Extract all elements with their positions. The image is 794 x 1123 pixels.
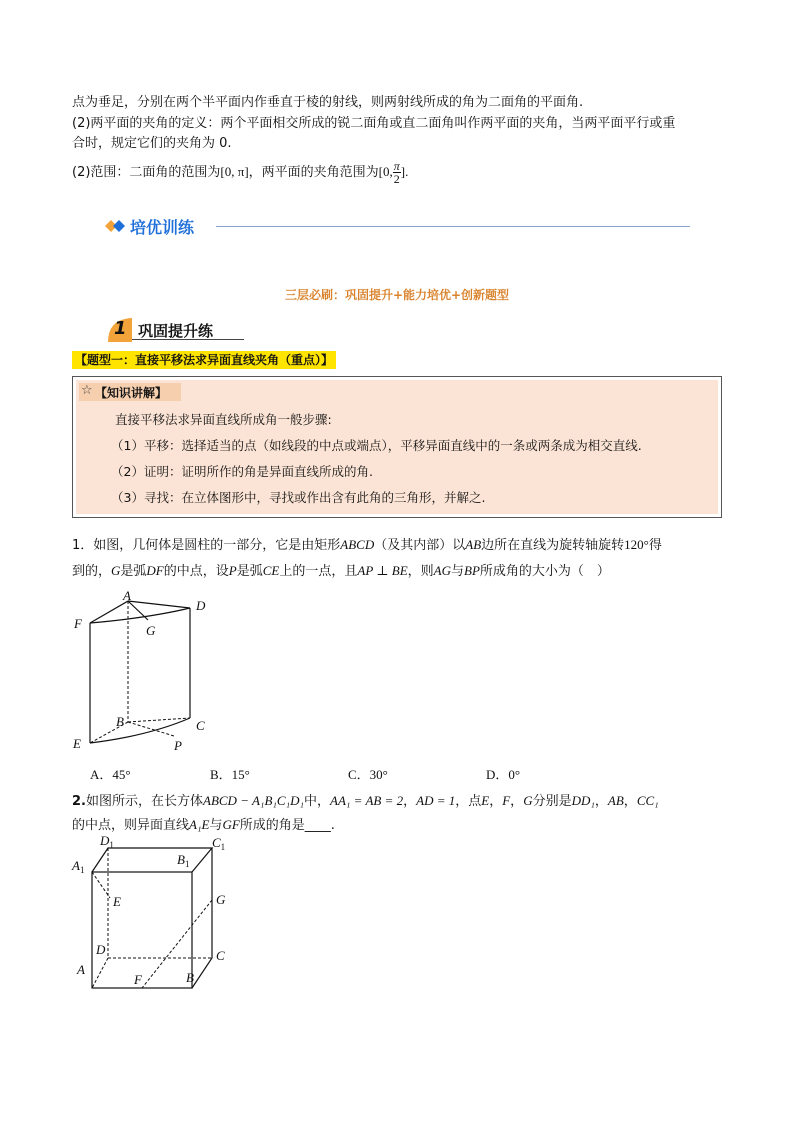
label-A: A bbox=[123, 588, 131, 603]
label-B1 bbox=[177, 852, 189, 869]
q1-text: 是弧 bbox=[120, 564, 147, 579]
q2-var: G bbox=[523, 793, 533, 808]
frac-numerator: π bbox=[393, 159, 400, 173]
knowledge-step-2: （2）证明：证明所作的角是异面直线所成的角. bbox=[111, 464, 373, 479]
pi-over-2 bbox=[393, 160, 401, 185]
q1-text: 到的， bbox=[72, 564, 112, 579]
label-G: G bbox=[216, 892, 226, 907]
q1-option-b[interactable]: B．15° bbox=[210, 767, 250, 782]
q2-text: . bbox=[330, 818, 335, 833]
q2-cond: AD = 1 bbox=[416, 793, 456, 808]
label-C1-sub: 1 bbox=[220, 842, 226, 852]
q1-text: 的中点，设 bbox=[163, 564, 229, 579]
label-B1-sub: 1 bbox=[184, 859, 190, 869]
level-badge bbox=[104, 317, 244, 341]
label-C1-letter: C bbox=[212, 835, 221, 850]
label-D1-sub: 1 bbox=[109, 840, 114, 850]
label-D: D bbox=[96, 942, 106, 957]
q2-var: DD₁ bbox=[571, 793, 595, 808]
label-B: B bbox=[186, 970, 194, 985]
intro-line-2: (2)两平面的夹角的定义：两个平面相交所成的锐二面角或直二面角叫作两平面的夹角，当两平面平行或重 bbox=[72, 116, 676, 131]
label-A1 bbox=[71, 858, 84, 875]
q1-var: P bbox=[228, 563, 237, 578]
knowledge-intro: 直接平移法求异面直线所成角一般步骤: bbox=[115, 412, 332, 427]
q1-var: G bbox=[111, 563, 121, 578]
q1-line-2 bbox=[72, 562, 610, 581]
label-C: C bbox=[196, 718, 205, 733]
q2-cond: AA₁ = AB = 2 bbox=[330, 793, 404, 808]
q1-text: （及其内部）以 bbox=[374, 538, 466, 553]
knowledge-title: 【知识讲解】 bbox=[95, 386, 168, 400]
badge-number: 1 bbox=[114, 318, 127, 339]
q1-text: 得 bbox=[648, 538, 662, 553]
q2-text: ，点 bbox=[455, 794, 482, 809]
q1-text: ，则 bbox=[407, 564, 434, 579]
q1-text: 与 bbox=[451, 564, 465, 579]
answer-blank[interactable]: ____ bbox=[304, 818, 331, 833]
q1-text: 1．如图，几何体是圆柱的一部分，它是由矩形 bbox=[72, 538, 341, 553]
range-mid: ，两平面的夹角范围为 bbox=[248, 165, 379, 180]
q2-text: 所成的角是 bbox=[239, 818, 305, 833]
dihedral-range: [0, π] bbox=[220, 164, 249, 179]
q2-cuboid-figure bbox=[66, 834, 246, 990]
q2-text: 与 bbox=[209, 818, 223, 833]
q2-var: CC₁ bbox=[636, 793, 659, 808]
q1-var: CE bbox=[262, 563, 280, 578]
q2-text: 如图所示，在长方体 bbox=[85, 794, 203, 809]
label-D: D bbox=[196, 598, 206, 613]
label-B1-letter: B bbox=[177, 852, 185, 867]
plane-angle-range-close: ]. bbox=[400, 164, 409, 179]
label-C: C bbox=[216, 948, 225, 963]
q1-cylinder-figure bbox=[68, 586, 228, 758]
label-E: E bbox=[73, 736, 81, 751]
knowledge-box bbox=[72, 376, 722, 518]
q1-option-d[interactable]: D．0° bbox=[486, 767, 521, 782]
label-D1-letter: D bbox=[100, 834, 110, 848]
intro-line-1: 点为垂足，分别在两个半平面内作垂直于棱的射线，则两射线所成的角为二面角的平面角. bbox=[72, 95, 584, 110]
q2-var: GF bbox=[222, 817, 240, 832]
label-E: E bbox=[113, 894, 121, 909]
q1-option-a[interactable]: A．45° bbox=[90, 767, 131, 782]
knowledge-step-3: （3）寻找：在立体图形中，寻找或作出含有此角的三角形，并解之. bbox=[111, 490, 486, 505]
label-A: A bbox=[77, 962, 85, 977]
badge-label: 巩固提升练 bbox=[138, 322, 214, 340]
q1-axis: AB bbox=[465, 537, 482, 552]
label-A1-sub: 1 bbox=[79, 865, 85, 875]
q2-text: ， bbox=[623, 794, 637, 809]
q1-line-1 bbox=[72, 536, 662, 555]
q2-var: AB bbox=[607, 793, 624, 808]
q2-line-1 bbox=[72, 792, 659, 811]
q2-text: 的中点，则异面直线 bbox=[72, 818, 190, 833]
q2-text: 分别是 bbox=[532, 794, 572, 809]
q2-number: 2. bbox=[72, 794, 86, 809]
intro-line-4 bbox=[72, 160, 408, 185]
label-G: G bbox=[146, 623, 156, 638]
q2-text: 中， bbox=[304, 794, 331, 809]
q1-var: DF bbox=[146, 563, 164, 578]
section-divider bbox=[216, 226, 690, 227]
label-F: F bbox=[134, 972, 142, 987]
label-C1 bbox=[212, 835, 225, 852]
q2-text: ， bbox=[403, 794, 417, 809]
q1-var: BP bbox=[464, 563, 480, 578]
frac-denominator: 2 bbox=[393, 172, 400, 186]
q1-option-c[interactable]: C．30° bbox=[348, 767, 388, 782]
q1-angle: 120° bbox=[624, 537, 649, 552]
q2-var: A₁E bbox=[189, 817, 210, 832]
label-P: P bbox=[174, 738, 182, 753]
section-header bbox=[104, 215, 694, 237]
subtitle: 三层必刷：巩固提升+能力培优+创新题型 bbox=[284, 288, 510, 302]
question-type-tag: 【题型一：直接平移法求异面直线夹角（重点）】 bbox=[72, 351, 336, 369]
q2-text: ， bbox=[489, 794, 503, 809]
q2-solid: ABCD − A₁B₁C₁D₁ bbox=[203, 793, 304, 808]
q2-text: ， bbox=[510, 794, 524, 809]
double-diamond-icon bbox=[104, 218, 126, 234]
label-A1-letter: A bbox=[72, 858, 80, 873]
star-icon: ☆ bbox=[81, 383, 93, 398]
q1-var: AP ⊥ BE bbox=[357, 563, 408, 578]
knowledge-head bbox=[79, 383, 181, 401]
plane-angle-range-open: [0, bbox=[378, 164, 393, 179]
range-label: (2)范围：二面角的范围为 bbox=[72, 165, 221, 180]
intro-line-3 bbox=[72, 135, 232, 153]
label-F: F bbox=[74, 616, 82, 631]
q1-text: 上的一点，且 bbox=[279, 564, 358, 579]
label-D1 bbox=[99, 834, 114, 850]
q2-var: F bbox=[502, 793, 511, 808]
q1-rect: ABCD bbox=[340, 537, 375, 552]
intro-line-3-text: 合时，规定它们的夹角为 0. bbox=[72, 136, 232, 151]
q2-text: ， bbox=[594, 794, 608, 809]
knowledge-step-1: （1）平移：选择适当的点（如线段的中点或端点），平移异面直线中的一条或两条成为相交直线. bbox=[111, 438, 642, 453]
q1-text: 所成角的大小为（ ） bbox=[479, 564, 610, 579]
section-title: 培优训练 bbox=[130, 218, 195, 237]
q1-text: 是弧 bbox=[236, 564, 263, 579]
q1-text: 边所在直线为旋转轴旋转 bbox=[481, 538, 625, 553]
q2-var: E bbox=[481, 793, 490, 808]
label-B: B bbox=[116, 714, 124, 729]
q2-line-2 bbox=[72, 816, 335, 835]
q1-var: AG bbox=[433, 563, 452, 578]
